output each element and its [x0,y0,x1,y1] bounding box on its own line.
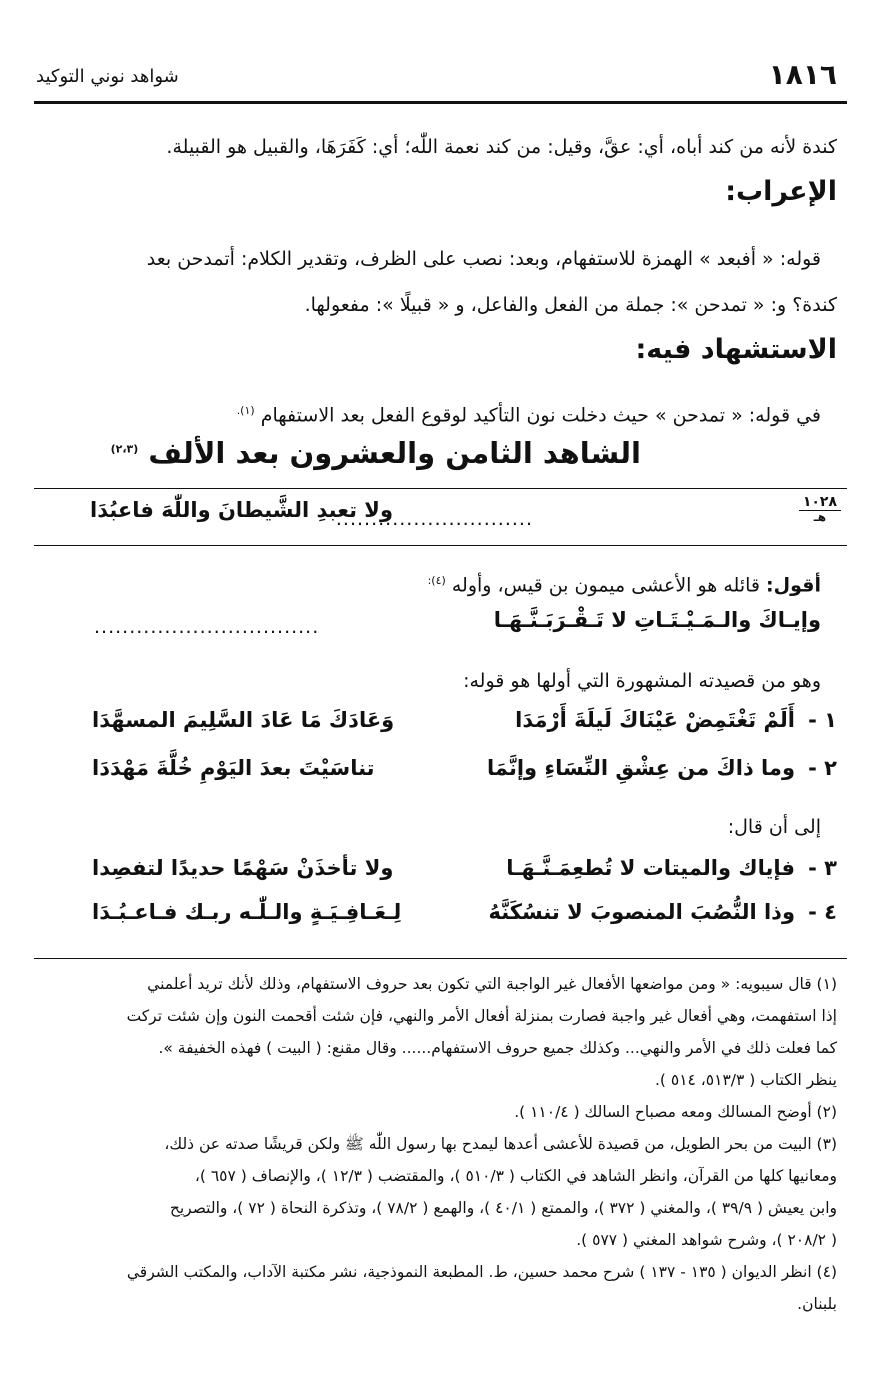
footnote-ref-1: (١). [236,404,255,417]
footnote-line-6: (٣) البيت من بحر الطويل، من قصيدة للأعشى أعدها ليمدح بها رسول اللّٰه ﷺ ولكن قريشًا صدته عن ذلك، [164,1135,837,1153]
qasida-intro: وهو من قصيدته المشهورة التي أولها هو قوله: [463,670,821,692]
shahid-dots: ............................ [335,508,533,530]
section-rule-bottom [34,545,847,546]
verse-1-left: وَعَادَكَ مَا عَادَ السَّلِيمَ المسهَّدَا [92,708,395,732]
shahid-number: ١٠٢٨ [799,494,841,511]
i3rab-heading: الإعراب: [725,176,837,207]
footnote-line-9: ( ٢٠٨/٢ )، وشرح شواهد المغني ( ٥٧٧ ). [576,1231,837,1249]
shahid-title: الشاهد الثامن والعشرون بعد الألف [148,436,641,470]
footnote-line-1: (١) قال سيبويه: « ومن مواضعها الأفعال غير الواجبة التي تكون بعد حروف الاستفهام، وذلك لأنك تريد أعلمني [147,975,837,993]
footnote-line-2: إذا استفهمت، وهي أفعال غير واجبة فصارت بمنزلة أفعال الأمر والنهي، فإن شئت أقحمت النون وإن شئت تركت [126,1007,837,1025]
verse-3-number: ٣ - [808,856,837,880]
verse-2-left: تناسَيْتَ بعدَ اليَوْمِ خُلَّةَ مَهْدَدَا [92,756,375,780]
footnote-ref-4: (٤): [427,574,446,587]
verse-4-number: ٤ - [808,900,837,924]
i3rab-line-2: كندة؟ و: « تمدحن »: جملة من الفعل والفاعل، و « قبيلًا »: مفعولها. [304,294,837,316]
shahid-number-suffix: هـ [813,510,827,524]
footnote-line-4: ينظر الكتاب ( ٥١٣/٣، ٥١٤ ). [654,1071,837,1089]
ila-an-qal: إلى أن قال: [727,816,821,838]
footnote-line-11: بلبنان. [797,1295,837,1313]
i3rab-line-1: قوله: « أفبعد » الهمزة للاستفهام، وبعد: نصب على الظرف، وتقدير الكلام: أتمدحن بعد [146,248,821,270]
footnote-line-10: (٤) انظر الديوان ( ١٣٥ - ١٣٧ ) شرح محمد حسين، ط. المطبعة النموذجية، نشر مكتبة الآداب، والمكتب الشرقي [126,1263,837,1281]
footnote-line-3: كما فعلت ذلك في الأمر والنهي... وكذلك جميع حروف الاستفهام...... وقال مقنع: ( البيت ) فهذه الخفيفة ». [158,1039,837,1057]
verse-1-right: أَلَمْ تَغْتَمِضْ عَيْنَاكَ لَيلَةَ أَرْمَدَا [515,708,795,732]
aqul-text: قائله هو الأعشى ميمون بن قيس، وأوله [451,574,760,597]
first-hemistich: وإيـاكَ والـمَـيْـتَـاتِ لا تَـقْـرَبَـنَّـهَـا [493,608,821,632]
verse-3-right: فإياك والميتات لا تُطعِمَـنَّـهَـا [506,856,795,880]
section-rule-top [34,488,847,489]
verse-4-left: لِـعَـافِـيَـةٍ والـلّٰـه ربـك فـاعـبُـدَا [92,900,402,924]
footnote-line-5: (٢) أوضح المسالك ومعه مصباح السالك ( ١١٠/٤ ). [514,1103,837,1121]
istishhad-heading: الاستشهاد فيه: [635,334,837,365]
aqul-label: أقول: [766,574,821,597]
header-rule [34,101,847,104]
intro-line: كندة لأنه من كند أباه، أي: عقَّ، وقيل: من كند نعمة اللّٰه؛ أي: كَفَرَهَا، والقبيل هو القبيلة. [166,136,837,158]
shahid-number-block [799,494,841,523]
footnote-line-8: وابن يعيش ( ٣٩/٩ )، والمغني ( ٣٧٢ )، والممتع ( ٤٠/١ )، والهمع ( ٧٨/٢ )، وتذكرة النحاة ( ٧٢ )، والتصريح [169,1199,837,1217]
verse-2-number: ٢ - [808,756,837,780]
page-number: ١٨١٦ [768,58,837,91]
footnote-ref-2-3: (٢،٣) [110,442,139,456]
shahid-heading [111,436,641,470]
footnote-separator [34,958,847,959]
istishhad-line [237,390,821,436]
first-hemistich-dots: ................................ [94,616,320,638]
verse-1-number: ١ - [808,708,837,732]
aqul-line [428,560,821,606]
shahid-verse: ولا تعبدِ الشَّيطانَ واللّٰهَ فاعبُدَا [90,498,393,522]
verse-4-right: وذا النُّصُبَ المنصوبَ لا تنسُكَنَّهُ [488,900,795,924]
verse-2-right: وما ذاكَ من عِشْقِ النِّسَاءِ وإنَّمَا [486,756,795,780]
istishhad-text: في قوله: « تمدحن » حيث دخلت نون التأكيد لوقوع الفعل بعد الاستفهام [260,404,821,427]
verse-3-left: ولا تأخذَنْ سَهْمًا حديدًا لتفصِدا [92,856,394,880]
footnote-line-7: ومعانيها كلها من القرآن، وانظر الشاهد في الكتاب ( ٥١٠/٣ )، والمقتضب ( ١٢/٣ )، والإنصاف ( ٦٥٧ )، [194,1167,837,1185]
running-header-title: شواهد نوني التوكيد [36,66,179,87]
